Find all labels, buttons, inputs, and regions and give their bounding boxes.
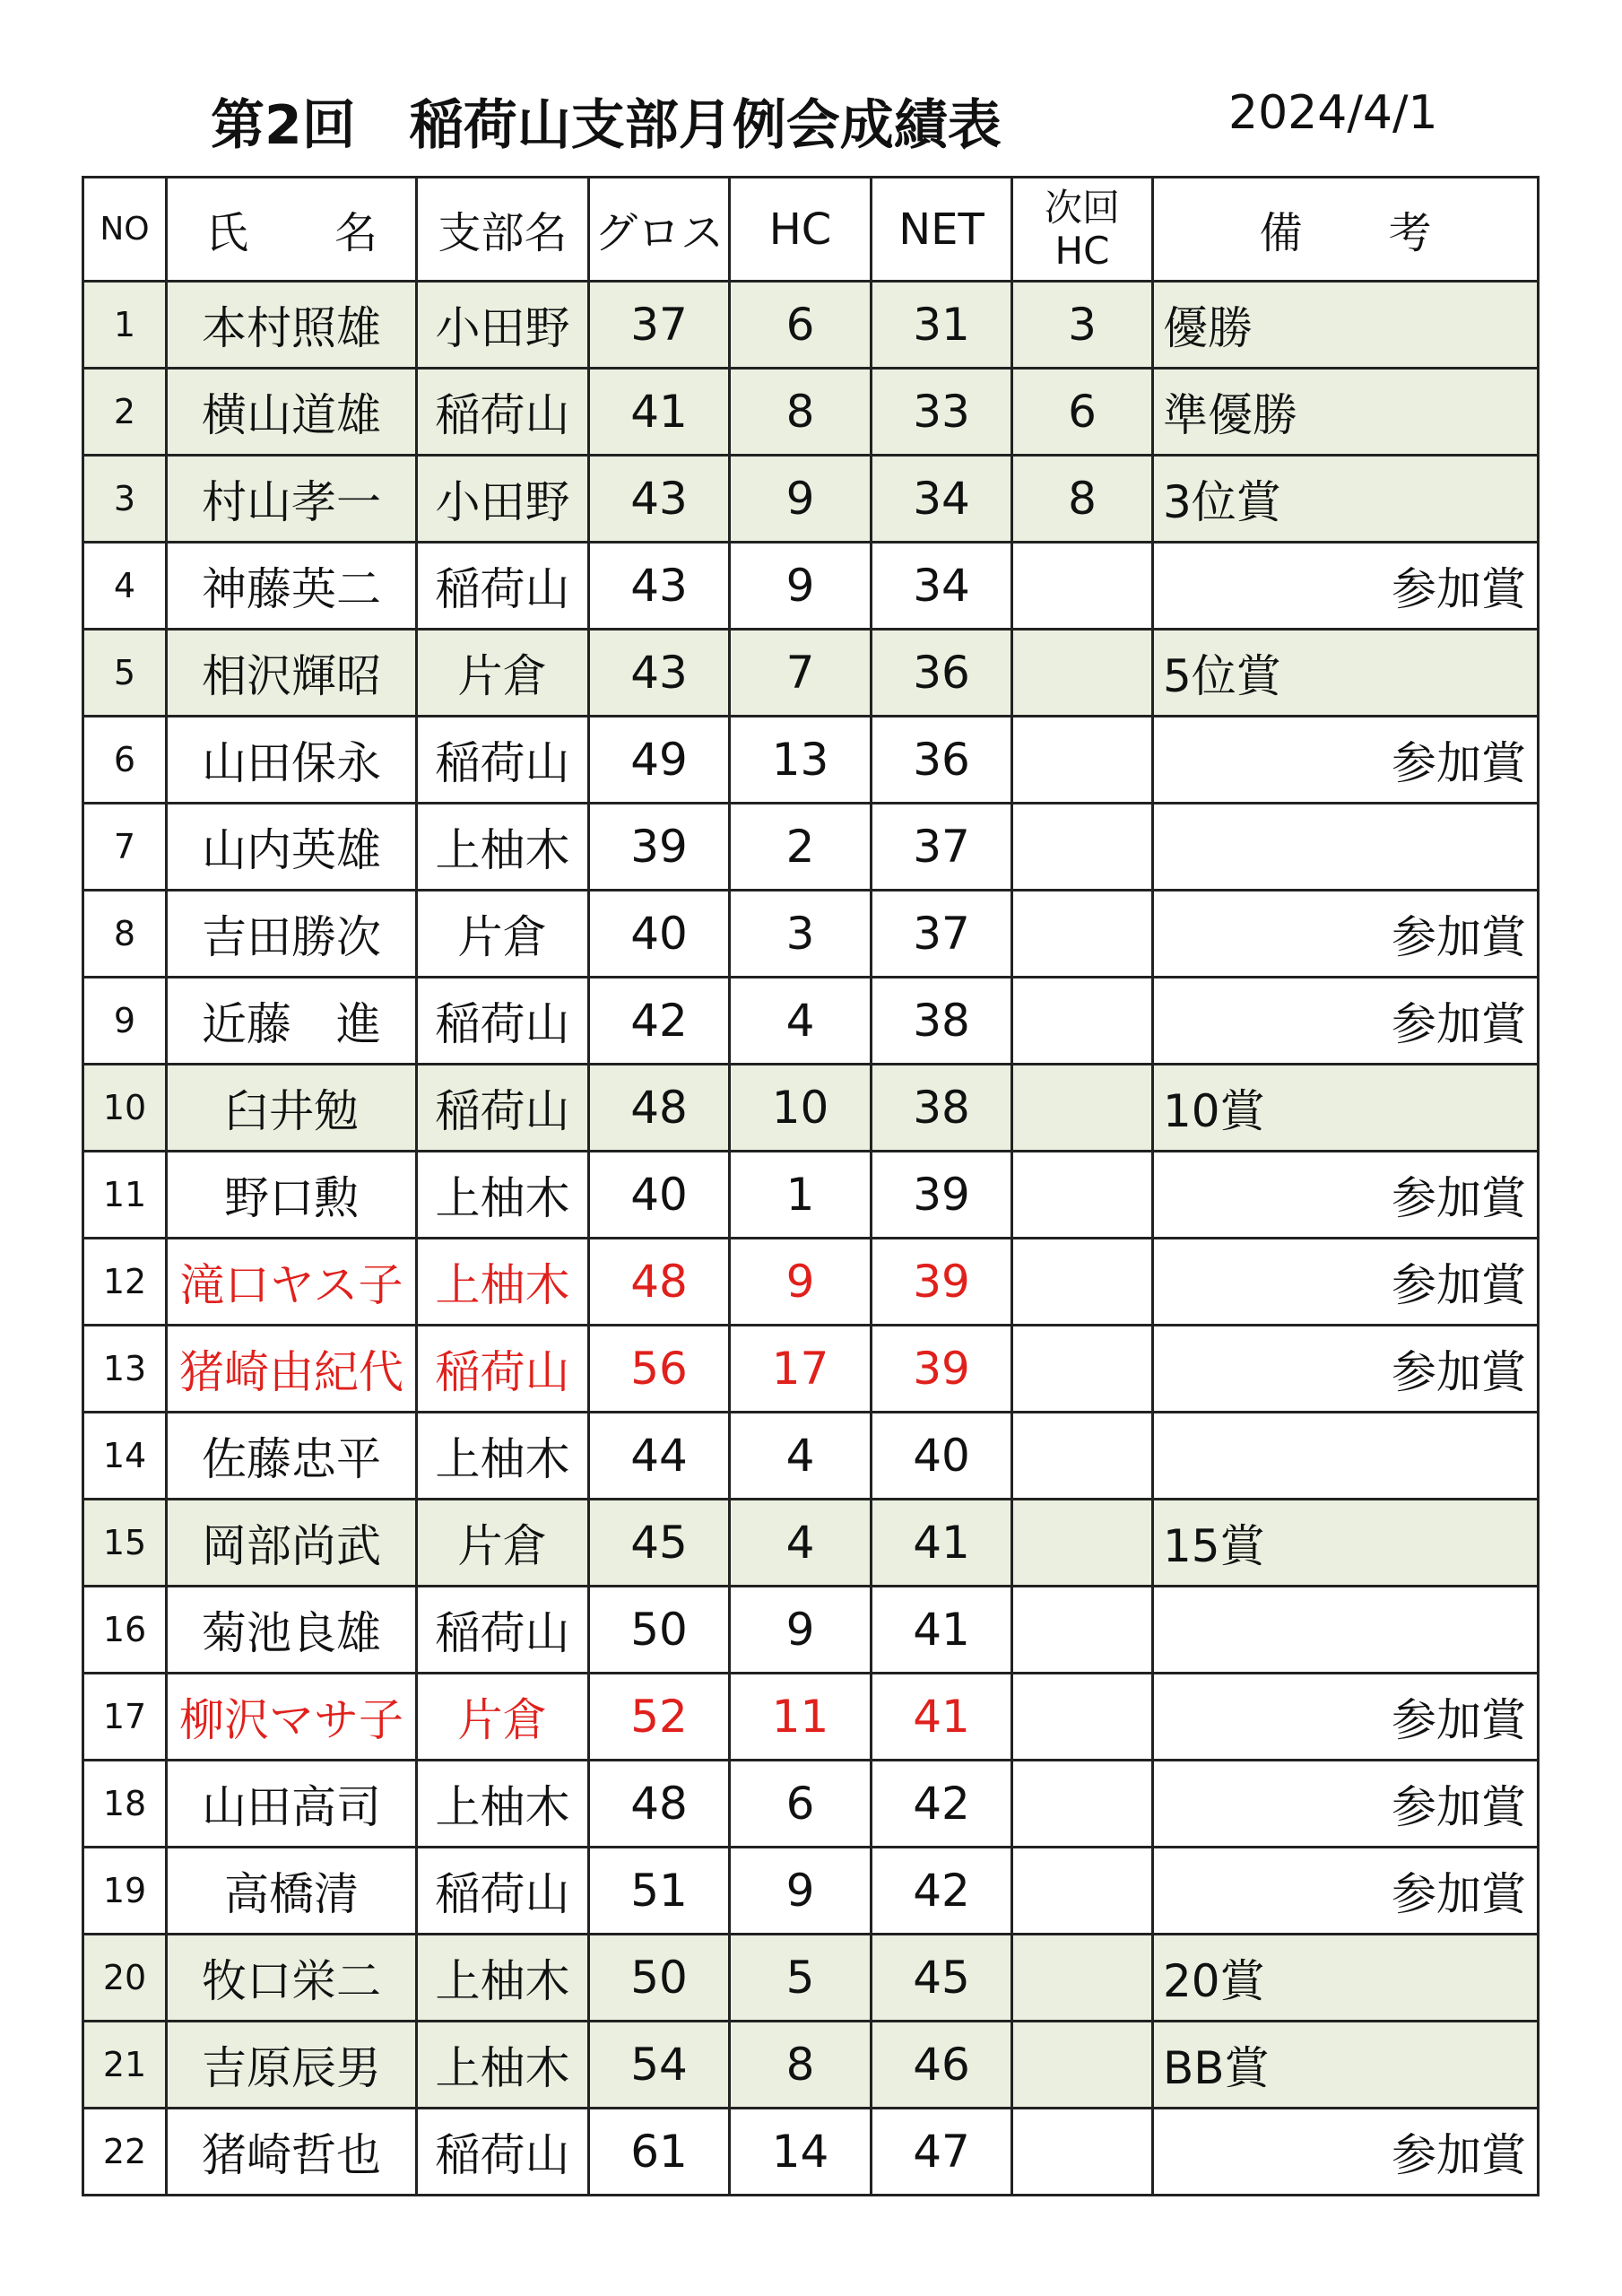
cell-note: 参加賞 (1153, 978, 1539, 1065)
cell-next-hc (1012, 2109, 1153, 2196)
cell-name: 山田保永 (167, 717, 417, 804)
cell-hc: 5 (730, 1935, 872, 2022)
cell-branch: 上柚木 (417, 1152, 589, 1239)
header-no: NO (83, 178, 167, 282)
results-table (82, 176, 1540, 2196)
cell-net: 31 (872, 282, 1012, 369)
cell-net: 41 (872, 1500, 1012, 1587)
cell-note: 3位賞 (1153, 456, 1539, 543)
cell-net: 36 (872, 630, 1012, 717)
cell-gross: 41 (589, 369, 730, 456)
cell-next-hc (1012, 717, 1153, 804)
cell-hc: 11 (730, 1674, 872, 1761)
cell-gross: 44 (589, 1413, 730, 1500)
cell-branch: 稲荷山 (417, 2109, 589, 2196)
table-row (83, 1239, 1539, 1326)
table-row (83, 1500, 1539, 1587)
cell-no: 12 (83, 1239, 167, 1326)
table-row (83, 369, 1539, 456)
cell-name: 横山道雄 (167, 369, 417, 456)
cell-hc: 6 (730, 1761, 872, 1848)
cell-no: 1 (83, 282, 167, 369)
cell-hc: 4 (730, 978, 872, 1065)
cell-next-hc (1012, 978, 1153, 1065)
cell-hc: 14 (730, 2109, 872, 2196)
cell-gross: 40 (589, 1152, 730, 1239)
header-next-hc-line1: 次回 (1044, 185, 1120, 230)
cell-gross: 43 (589, 630, 730, 717)
cell-no: 5 (83, 630, 167, 717)
cell-note: 参加賞 (1153, 891, 1539, 978)
cell-no: 19 (83, 1848, 167, 1935)
cell-note: 参加賞 (1153, 1761, 1539, 1848)
cell-note: 参加賞 (1153, 1848, 1539, 1935)
cell-next-hc (1012, 2022, 1153, 2109)
cell-hc: 9 (730, 1587, 872, 1674)
cell-gross: 42 (589, 978, 730, 1065)
cell-name: 吉原辰男 (167, 2022, 417, 2109)
cell-next-hc (1012, 1848, 1153, 1935)
cell-net: 36 (872, 717, 1012, 804)
cell-net: 42 (872, 1848, 1012, 1935)
header-next-hc-line2: HC (1054, 228, 1110, 273)
cell-name: 村山孝一 (167, 456, 417, 543)
cell-name: 牧口栄二 (167, 1935, 417, 2022)
table-row (83, 1587, 1539, 1674)
cell-hc: 8 (730, 369, 872, 456)
header-row (83, 178, 1539, 282)
cell-gross: 48 (589, 1761, 730, 1848)
page-title: 第2回 稲荷山支部月例会成績表 (211, 94, 1002, 157)
cell-branch: 稲荷山 (417, 1065, 589, 1152)
cell-note: 優勝 (1153, 282, 1539, 369)
cell-no: 16 (83, 1587, 167, 1674)
cell-no: 15 (83, 1500, 167, 1587)
cell-note: 参加賞 (1153, 1326, 1539, 1413)
report-date: 2024/4/1 (1228, 86, 1438, 140)
cell-hc: 10 (730, 1065, 872, 1152)
cell-net: 39 (872, 1326, 1012, 1413)
cell-note: 15賞 (1153, 1500, 1539, 1587)
cell-no: 18 (83, 1761, 167, 1848)
cell-next-hc (1012, 1326, 1153, 1413)
cell-branch: 稲荷山 (417, 978, 589, 1065)
cell-next-hc (1012, 1674, 1153, 1761)
cell-hc: 17 (730, 1326, 872, 1413)
cell-name: 猪崎由紀代 (167, 1326, 417, 1413)
cell-branch: 上柚木 (417, 1239, 589, 1326)
cell-name: 本村照雄 (167, 282, 417, 369)
table-row (83, 456, 1539, 543)
cell-gross: 43 (589, 543, 730, 630)
table-row (83, 1065, 1539, 1152)
cell-net: 40 (872, 1413, 1012, 1500)
cell-note: 参加賞 (1153, 1152, 1539, 1239)
cell-no: 9 (83, 978, 167, 1065)
cell-no: 22 (83, 2109, 167, 2196)
cell-branch: 上柚木 (417, 2022, 589, 2109)
header-net: NET (872, 178, 1012, 282)
cell-name: 野口勲 (167, 1152, 417, 1239)
cell-branch: 片倉 (417, 630, 589, 717)
cell-branch: 稲荷山 (417, 1587, 589, 1674)
cell-gross: 61 (589, 2109, 730, 2196)
cell-next-hc (1012, 543, 1153, 630)
cell-hc: 13 (730, 717, 872, 804)
table-row (83, 891, 1539, 978)
cell-net: 47 (872, 2109, 1012, 2196)
cell-next-hc (1012, 1587, 1153, 1674)
cell-next-hc (1012, 630, 1153, 717)
table-row (83, 2022, 1539, 2109)
cell-next-hc (1012, 1065, 1153, 1152)
cell-gross: 51 (589, 1848, 730, 1935)
cell-net: 38 (872, 978, 1012, 1065)
cell-net: 37 (872, 891, 1012, 978)
cell-branch: 片倉 (417, 1500, 589, 1587)
cell-name: 高橋清 (167, 1848, 417, 1935)
cell-no: 10 (83, 1065, 167, 1152)
cell-name: 山田高司 (167, 1761, 417, 1848)
cell-note: 参加賞 (1153, 2109, 1539, 2196)
cell-branch: 片倉 (417, 1674, 589, 1761)
cell-note: 参加賞 (1153, 543, 1539, 630)
cell-name: 臼井勉 (167, 1065, 417, 1152)
cell-gross: 50 (589, 1935, 730, 2022)
cell-branch: 稲荷山 (417, 1848, 589, 1935)
cell-branch: 稲荷山 (417, 543, 589, 630)
cell-gross: 37 (589, 282, 730, 369)
cell-next-hc (1012, 1500, 1153, 1587)
table-row (83, 1848, 1539, 1935)
table-row (83, 1152, 1539, 1239)
header-hc: HC (730, 178, 872, 282)
cell-note: 5位賞 (1153, 630, 1539, 717)
cell-no: 2 (83, 369, 167, 456)
cell-hc: 3 (730, 891, 872, 978)
cell-next-hc: 8 (1012, 456, 1153, 543)
cell-note: 10賞 (1153, 1065, 1539, 1152)
cell-net: 41 (872, 1674, 1012, 1761)
cell-next-hc (1012, 804, 1153, 891)
cell-name: 菊池良雄 (167, 1587, 417, 1674)
cell-branch: 小田野 (417, 456, 589, 543)
cell-net: 34 (872, 456, 1012, 543)
table-row (83, 978, 1539, 1065)
cell-note (1153, 1413, 1539, 1500)
header-gross: グロス (589, 178, 730, 282)
cell-no: 3 (83, 456, 167, 543)
cell-net: 37 (872, 804, 1012, 891)
cell-note (1153, 1587, 1539, 1674)
cell-note: BB賞 (1153, 2022, 1539, 2109)
cell-no: 14 (83, 1413, 167, 1500)
cell-branch: 上柚木 (417, 1935, 589, 2022)
cell-net: 38 (872, 1065, 1012, 1152)
cell-hc: 9 (730, 456, 872, 543)
cell-note: 20賞 (1153, 1935, 1539, 2022)
cell-next-hc (1012, 1239, 1153, 1326)
cell-hc: 1 (730, 1152, 872, 1239)
cell-gross: 40 (589, 891, 730, 978)
cell-net: 39 (872, 1239, 1012, 1326)
cell-branch: 上柚木 (417, 1761, 589, 1848)
cell-net: 33 (872, 369, 1012, 456)
cell-next-hc (1012, 1413, 1153, 1500)
cell-hc: 2 (730, 804, 872, 891)
cell-note: 準優勝 (1153, 369, 1539, 456)
cell-next-hc (1012, 1152, 1153, 1239)
header-name: 氏 名 (167, 178, 417, 282)
cell-net: 39 (872, 1152, 1012, 1239)
cell-no: 7 (83, 804, 167, 891)
cell-branch: 稲荷山 (417, 1326, 589, 1413)
cell-name: 佐藤忠平 (167, 1413, 417, 1500)
cell-hc: 4 (730, 1500, 872, 1587)
cell-gross: 48 (589, 1065, 730, 1152)
table-row (83, 630, 1539, 717)
cell-branch: 上柚木 (417, 804, 589, 891)
cell-name: 滝口ヤス子 (167, 1239, 417, 1326)
cell-name: 吉田勝次 (167, 891, 417, 978)
cell-next-hc: 3 (1012, 282, 1153, 369)
table-row (83, 1761, 1539, 1848)
cell-next-hc (1012, 1935, 1153, 2022)
cell-hc: 6 (730, 282, 872, 369)
cell-hc: 9 (730, 543, 872, 630)
cell-gross: 49 (589, 717, 730, 804)
cell-net: 42 (872, 1761, 1012, 1848)
table-row (83, 1326, 1539, 1413)
cell-no: 8 (83, 891, 167, 978)
cell-no: 13 (83, 1326, 167, 1413)
cell-note: 参加賞 (1153, 1239, 1539, 1326)
cell-gross: 39 (589, 804, 730, 891)
cell-hc: 7 (730, 630, 872, 717)
cell-branch: 片倉 (417, 891, 589, 978)
cell-net: 34 (872, 543, 1012, 630)
cell-branch: 小田野 (417, 282, 589, 369)
cell-net: 46 (872, 2022, 1012, 2109)
cell-gross: 50 (589, 1587, 730, 1674)
table-row (83, 1674, 1539, 1761)
cell-name: 岡部尚武 (167, 1500, 417, 1587)
cell-gross: 43 (589, 456, 730, 543)
cell-next-hc (1012, 1761, 1153, 1848)
cell-name: 猪崎哲也 (167, 2109, 417, 2196)
cell-name: 相沢輝昭 (167, 630, 417, 717)
cell-hc: 9 (730, 1239, 872, 1326)
cell-net: 45 (872, 1935, 1012, 2022)
cell-name: 近藤 進 (167, 978, 417, 1065)
table-row (83, 543, 1539, 630)
cell-hc: 8 (730, 2022, 872, 2109)
table-row (83, 804, 1539, 891)
cell-gross: 45 (589, 1500, 730, 1587)
header-note: 備 考 (1153, 178, 1539, 282)
header-next-hc (1012, 178, 1153, 282)
table-row (83, 1413, 1539, 1500)
header-branch: 支部名 (417, 178, 589, 282)
cell-no: 20 (83, 1935, 167, 2022)
table-row (83, 2109, 1539, 2196)
cell-hc: 4 (730, 1413, 872, 1500)
cell-gross: 56 (589, 1326, 730, 1413)
cell-branch: 上柚木 (417, 1413, 589, 1500)
cell-name: 柳沢マサ子 (167, 1674, 417, 1761)
cell-hc: 9 (730, 1848, 872, 1935)
cell-no: 6 (83, 717, 167, 804)
table-row (83, 282, 1539, 369)
cell-gross: 54 (589, 2022, 730, 2109)
table-row (83, 717, 1539, 804)
cell-net: 41 (872, 1587, 1012, 1674)
cell-next-hc: 6 (1012, 369, 1153, 456)
cell-no: 17 (83, 1674, 167, 1761)
cell-name: 山内英雄 (167, 804, 417, 891)
cell-branch: 稲荷山 (417, 369, 589, 456)
cell-no: 4 (83, 543, 167, 630)
cell-next-hc (1012, 891, 1153, 978)
cell-branch: 稲荷山 (417, 717, 589, 804)
cell-note (1153, 804, 1539, 891)
cell-note: 参加賞 (1153, 1674, 1539, 1761)
table-row (83, 1935, 1539, 2022)
cell-no: 11 (83, 1152, 167, 1239)
cell-name: 神藤英二 (167, 543, 417, 630)
cell-note: 参加賞 (1153, 717, 1539, 804)
cell-no: 21 (83, 2022, 167, 2109)
cell-gross: 48 (589, 1239, 730, 1326)
cell-gross: 52 (589, 1674, 730, 1761)
